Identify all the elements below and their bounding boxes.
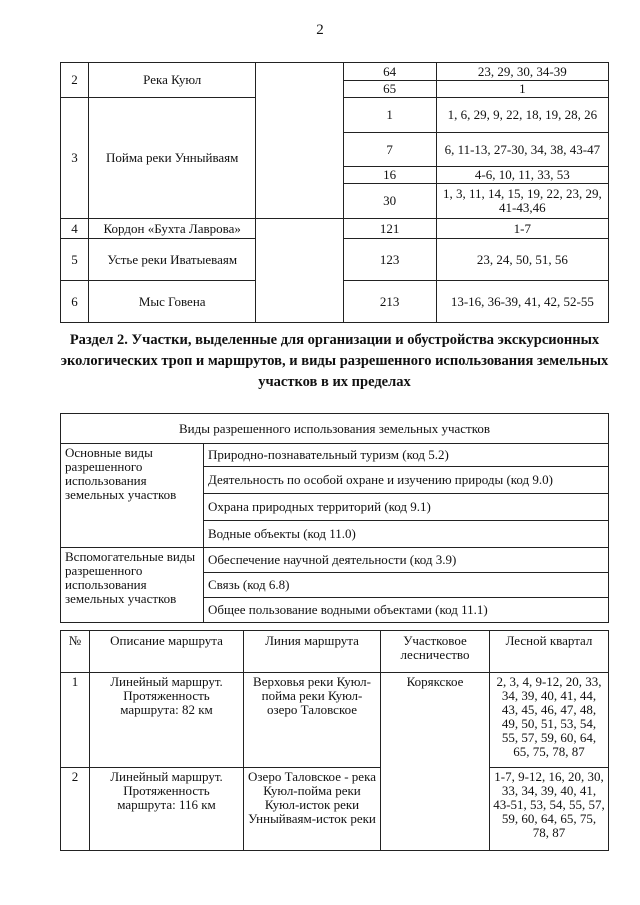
use-item: Охрана природных территорий (код 9.1) xyxy=(204,494,609,521)
use-item: Водные объекты (код 11.0) xyxy=(204,521,609,548)
row-number: 6 xyxy=(61,281,89,323)
zone-name: Устье реки Иватыеваям xyxy=(89,239,256,281)
quarter-cell: 30 xyxy=(343,184,436,219)
route-number: 1 xyxy=(61,673,90,768)
forestry-name: Корякское xyxy=(381,673,490,851)
row-number: 3 xyxy=(61,98,89,219)
header-route-line: Линия маршрута xyxy=(244,631,381,673)
allotment-cell: 4-6, 10, 11, 33, 53 xyxy=(436,167,608,184)
allotment-cell: 1, 6, 29, 9, 22, 18, 19, 28, 26 xyxy=(436,98,608,133)
empty-cell xyxy=(256,219,343,323)
route-line: Верховья реки Куюл-пойма реки Куюл-озеро Таловское xyxy=(244,673,381,768)
quarter-cell: 16 xyxy=(343,167,436,184)
zones-table xyxy=(60,62,609,323)
header-forest-quarter: Лесной квартал xyxy=(490,631,609,673)
header-description: Описание маршрута xyxy=(90,631,244,673)
section-heading: Раздел 2. Участки, выделенные для организации и обустройства экскурсионных экологических троп и маршрутов, и виды разрешенного использования земельных участков в их пределах xyxy=(60,332,609,390)
allotment-cell: 13-16, 36-39, 41, 42, 52-55 xyxy=(436,281,608,323)
quarter-cell: 65 xyxy=(343,81,436,98)
row-number: 4 xyxy=(61,219,89,239)
permitted-use-header: Виды разрешенного использования земельных участков xyxy=(61,414,609,444)
allotment-cell: 1, 3, 11, 14, 15, 19, 22, 23, 29, 41-43,46 xyxy=(436,184,608,219)
row-number: 2 xyxy=(61,63,89,98)
routes-table xyxy=(60,630,609,851)
quarter-cell: 7 xyxy=(343,133,436,167)
use-item: Деятельность по особой охране и изучению природы (код 9.0) xyxy=(204,467,609,494)
quarter-cell: 121 xyxy=(343,219,436,239)
quarter-cell: 123 xyxy=(343,239,436,281)
quarter-cell: 213 xyxy=(343,281,436,323)
route-number: 2 xyxy=(61,768,90,851)
zone-name: Река Куюл xyxy=(89,63,256,98)
permitted-use-table xyxy=(60,413,609,623)
page-number: 2 xyxy=(316,22,324,38)
allotment-cell: 1-7 xyxy=(436,219,608,239)
route-line: Озеро Таловское - река Куюл-пойма реки Куюл-исток реки Унныйваям-исток реки xyxy=(244,768,381,851)
quarter-cell: 1 xyxy=(343,98,436,133)
zone-name: Пойма реки Унныйваям xyxy=(89,98,256,219)
allotment-cell: 1 xyxy=(436,81,608,98)
empty-cell xyxy=(256,63,343,219)
forest-quarters: 2, 3, 4, 9-12, 20, 33, 34, 39, 40, 41, 44, 43, 45, 46, 47, 48, 49, 50, 51, 53, 54, 55, 57, 59, 60, 64, 65, 75, 78, 87 xyxy=(490,673,609,768)
row-number: 5 xyxy=(61,239,89,281)
main-uses-category: Основные виды разрешенного использования земельных участков xyxy=(61,444,204,548)
route-description: Линейный маршрут. Протяженность маршрута: 116 км xyxy=(90,768,244,851)
use-item: Природно-познавательный туризм (код 5.2) xyxy=(204,444,609,467)
route-description: Линейный маршрут. Протяженность маршрута: 82 км xyxy=(90,673,244,768)
auxiliary-uses-category: Вспомогательные виды разрешенного использования земельных участков xyxy=(61,548,204,623)
use-item: Обеспечение научной деятельности (код 3.9) xyxy=(204,548,609,573)
allotment-cell: 6, 11-13, 27-30, 34, 38, 43-47 xyxy=(436,133,608,167)
use-item: Связь (код 6.8) xyxy=(204,573,609,598)
quarter-cell: 64 xyxy=(343,63,436,81)
zone-name: Кордон «Бухта Лаврова» xyxy=(89,219,256,239)
zone-name: Мыс Говена xyxy=(89,281,256,323)
header-forestry: Участковое лесничество xyxy=(381,631,490,673)
allotment-cell: 23, 24, 50, 51, 56 xyxy=(436,239,608,281)
use-item: Общее пользование водными объектами (код 11.1) xyxy=(204,598,609,623)
forest-quarters: 1-7, 9-12, 16, 20, 30, 33, 34, 39, 40, 41, 43-51, 53, 54, 55, 57, 59, 60, 64, 65, 75, 78, 87 xyxy=(490,768,609,851)
allotment-cell: 23, 29, 30, 34-39 xyxy=(436,63,608,81)
header-number: № xyxy=(61,631,90,673)
